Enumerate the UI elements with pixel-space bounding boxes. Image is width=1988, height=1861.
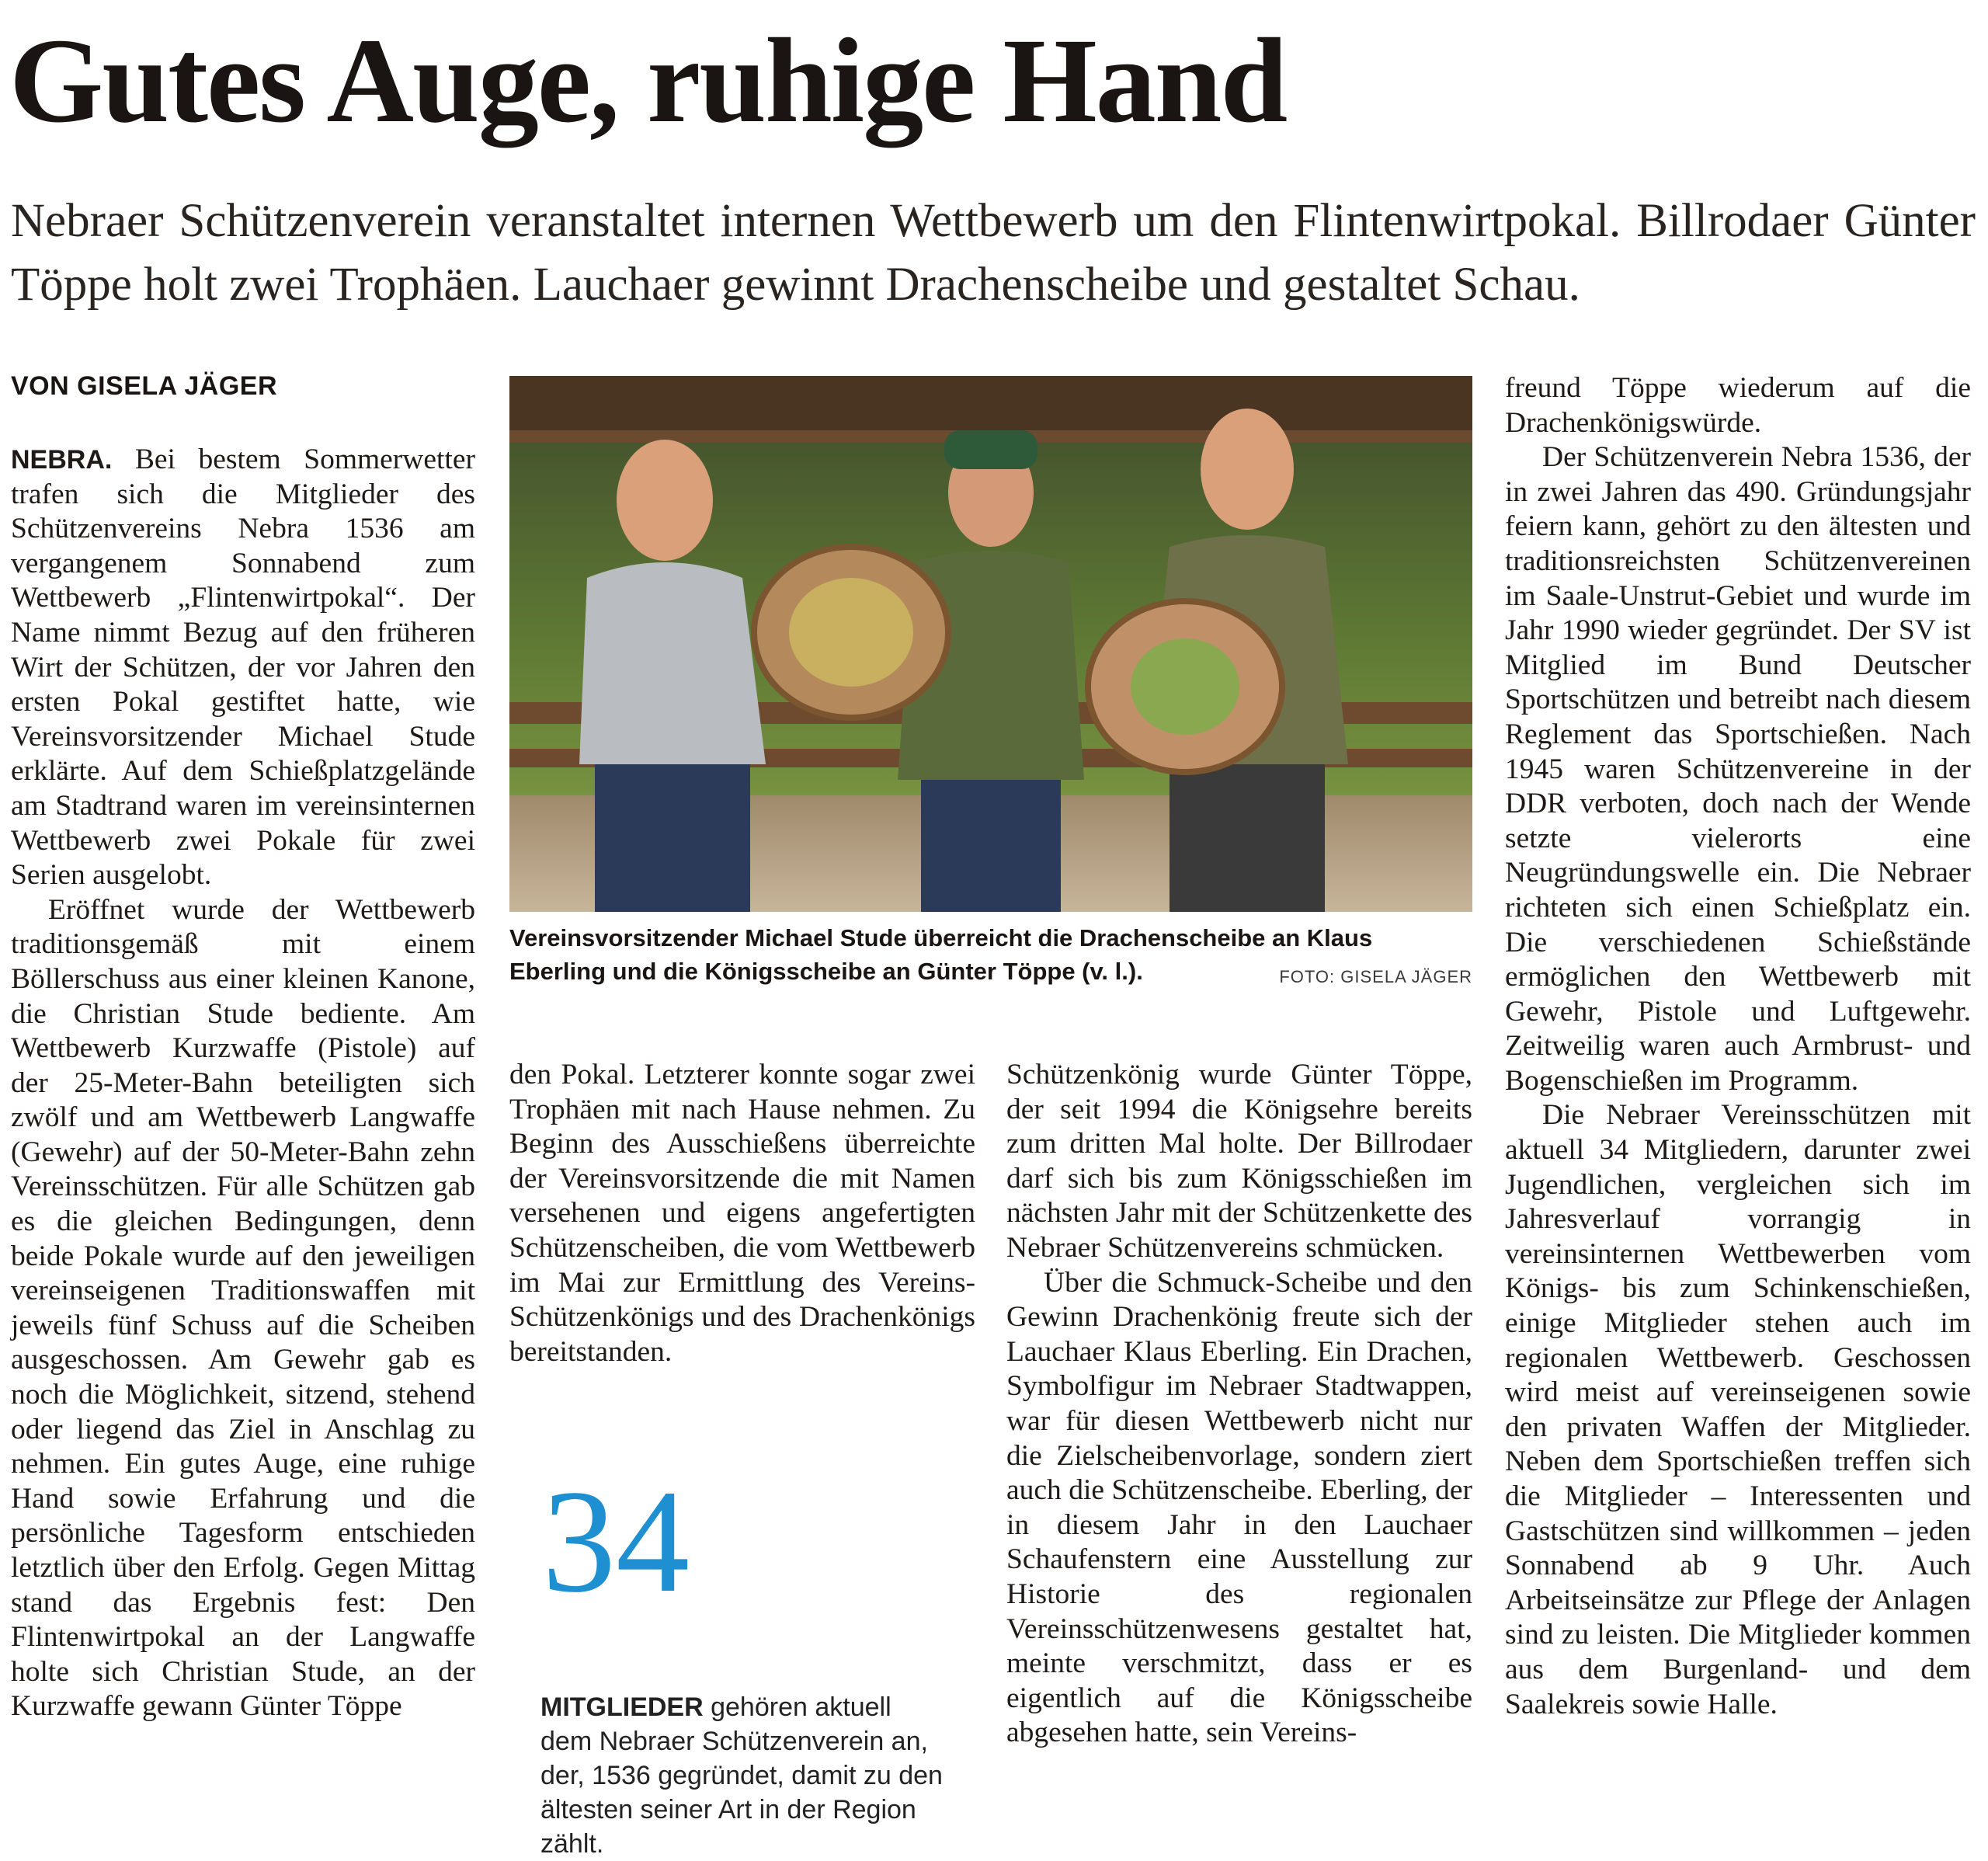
article-column-4 xyxy=(1505,371,1971,1722)
article-paragraph: Die Nebraer Vereinsschützen mit aktuell 34 Mitgliedern, darunter zwei Jugendlichen, vergleichen sich im Jahresverlauf vorrangig in vereinsinternen Wettbewerben vom Königs- bis zum Schinkenschießen, einige Mitglieder stehen auch im regionalen Wettbewerb. Geschossen wird meist auf vereinseigenen sowie den privaten Waffen der Mitglieder. Neben dem Sportschießen treffen sich die Mitglieder – Interessenten und Gastschützen sind willkommen – jeden Sonnabend ab 9 Uhr. Auch Arbeitseinsätze zur Pflege der Anlagen sind zu leisten. Die Mitglieder kommen aus dem Burgenland- und dem Saalekreis sowie Halle. xyxy=(1505,1099,1971,1720)
person-left-head xyxy=(617,440,713,561)
article-paragraph: freund Töppe wiederum auf die Drachenkönigswürde. xyxy=(1505,372,1971,439)
factbox xyxy=(540,1460,944,1861)
person-left-body xyxy=(579,562,766,764)
dateline: NEBRA. xyxy=(11,445,113,475)
fact-number: 34 xyxy=(542,1460,690,1623)
paragraph-text: Bei bestem Sommerwetter trafen sich die Mitglieder des Schützenvereins Nebra 1536 am vergangenem Sonnabend zum Wettbewerb „Flintenwirtpokal“. Der Name nimmt Bezug auf den früheren Wirt der Schützen, der vor Jahren den ersten Pokal gestiftet hatte, wie Vereinsvorsitzender Michael Stude erklärte. Auf dem Schießplatzgelände am Stadtrand waren im vereinsinternen Wettbewerb zwei Pokale für zwei Serien ausgelobt. xyxy=(11,444,475,892)
article-column-1 xyxy=(11,443,475,1724)
fact-lead: MITGLIEDER xyxy=(540,1692,704,1722)
article-paragraph: Schützenkönig wurde Günter Töppe, der seit 1994 die Königsehre bereits zum dritten Mal holte. Der Billrodaer darf sich bis zum Königsschießen im nächsten Jahr mit der Schützenkette des Nebraer Schützenvereins schmücken. xyxy=(1006,1059,1472,1264)
person-right-legs xyxy=(1170,764,1325,912)
article-column-3 xyxy=(1006,1058,1472,1751)
dragon-target-center xyxy=(789,578,913,687)
byline: VON GISELA JÄGER xyxy=(11,371,278,401)
person-left-legs xyxy=(595,764,750,912)
person-right-head xyxy=(1201,409,1294,530)
article-paragraph: den Pokal. Letzterer konnte sogar zwei Trophäen mit nach Hause nehmen. Zu Beginn des Ausschießens überreichte der Vereinsvorsitzende die mit Namen versehenen und eigens angefertigten Schützenscheiben, die vom Wettbewerb im Mai zur Ermittlung des Vereins-Schützenkönigs und des Drachenkönigs bereitstanden. xyxy=(509,1059,975,1368)
headline: Gutes Auge, ruhige Hand xyxy=(9,13,1287,148)
article-photo xyxy=(509,376,1472,912)
photo-caption: Vereinsvorsitzender Michael Stude überreicht die Drachenscheibe an Klaus Eberling und die Königsscheibe an Günter Töppe (v. l.). xyxy=(509,924,1373,985)
subheadline: Nebraer Schützenverein veranstaltet internen Wettbewerb um den Flintenwirtpokal. Billrodaer Günter Töppe holt zwei Trophäen. Lauchaer gewinnt Drachenscheibe und gestaltet Schau. xyxy=(11,195,1976,311)
person-middle-cap xyxy=(944,430,1037,469)
king-target-center xyxy=(1131,638,1239,735)
person-middle-legs xyxy=(921,780,1061,912)
article-paragraph: Der Schützenverein Nebra 1536, der in zwei Jahren das 490. Gründungsjahr feiern kann, gehört zu den ältesten und traditionsreichsten Schützenvereinen im Saale-Unstrut-Gebiet und wurde im Jahr 1990 wieder gegründet. Der SV ist Mitglied im Bund Deutscher Sportschützen und betreibt nach diesem Reglement das Sportschießen. Nach 1945 waren Schützenvereine in der DDR verboten, doch nach der Wende setzte vielerorts eine Neugründungswelle ein. Die Nebraer richteten sich einen Schießplatz ein. Die verschiedenen Schießstände ermöglichen den Wettbewerb mit Gewehr, Pistole und Luftgewehr. Zeitweilig waren auch Armbrust- und Bogenschießen im Programm. xyxy=(1505,441,1971,1097)
fact-body: gehören aktuell dem Nebraer Schützenverein an, der, 1536 gegründet, damit zu den ältesten seiner Art in der Region zählt. xyxy=(540,1692,943,1859)
article-column-2 xyxy=(509,1058,975,1369)
article-paragraph xyxy=(11,443,475,893)
article-paragraph: Eröffnet wurde der Wettbewerb traditionsgemäß mit einem Böllerschuss aus einer kleinen Kanone, die Christian Stude bediente. Am Wettbewerb Kurzwaffe (Pistole) auf der 25-Meter-Bahn beteiligten sich zwölf und am Wettbewerb Langwaffe (Gewehr) auf der 50-Meter-Bahn zehn Vereinsschützen. Für alle Schützen gab es die gleichen Bedingungen, denn beide Pokale wurde auf den jeweiligen vereinseigenen Traditionswaffen mit jeweils fünf Schuss auf die Scheiben ausgeschossen. Am Gewehr gab es noch die Möglichkeit, sitzend, stehend oder liegend das Ziel in Anschlag zu nehmen. Ein gutes Auge, eine ruhige Hand sowie Erfahrung und die persönliche Tagesform entschieden letztlich über den Erfolg. Gegen Mittag stand das Ergebnis fest: Den Flintenwirtpokal an der Langwaffe holte sich Christian Stude, an der Kurzwaffe gewann Günter Töppe xyxy=(11,893,475,1723)
article-paragraph: Über die Schmuck-Scheibe und den Gewinn Drachenkönig freute sich der Lauchaer Klaus Eberling. Ein Drachen, Symbolfigur im Nebraer Stadtwappen, war für diesen Wettbewerb nicht nur die Zielscheibenvorlage, sondern ziert auch die Schützenscheibe. Eberling, der in diesem Jahr in den Lauchaer Schaufenstern eine Ausstellung zur Historie des regionalen Vereinsschützenwesens gestaltet hat, meinte verschmitzt, dass er es eigentlich auf die Königsscheibe abgesehen hatte, sein Vereins- xyxy=(1006,1266,1472,1749)
photo-credit: FOTO: GISELA JÄGER xyxy=(1279,967,1472,986)
fact-text xyxy=(540,1690,944,1861)
photo-roof xyxy=(509,376,1472,438)
